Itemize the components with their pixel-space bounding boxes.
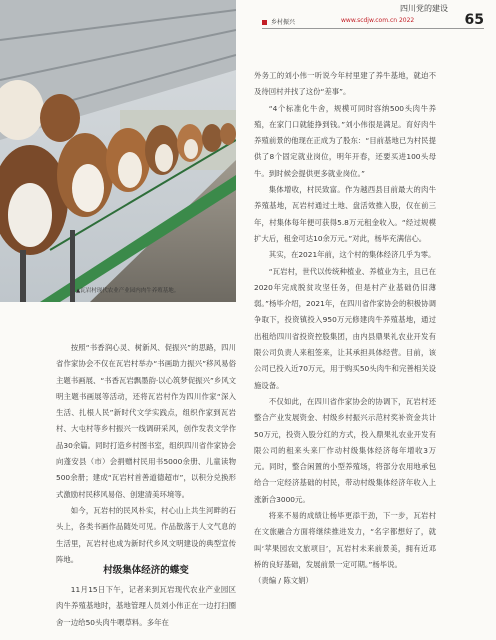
left-column-tail xyxy=(56,582,236,631)
section-label xyxy=(262,17,295,26)
right-paragraph: “4个标准化牛舍，规模可同时容纳500头肉牛养殖，在家门口就能挣到钱。”刘小伟很是满足。育好肉牛养殖前景的他现在正成为了股东：“目前基地已为村民提供了8个固定就业岗位，明年开春，还要买进100头母牛。到时候会提供更多就业岗位。” xyxy=(254,103,436,178)
right-paragraph: 外务工的刘小伟一听说今年村里建了养牛基地，就迫不及待回村并找了这份“差事”。 xyxy=(254,71,436,97)
page-header xyxy=(236,0,496,58)
publication-title: 四川党的建设 xyxy=(400,4,448,13)
left-paragraph: 11月15日下午，记者来到瓦岩现代农业产业园区肉牛养殖基地时，基地管理人员刘小伟正在一边打扫圈舍一边给50头肉牛喂草料。多年在 xyxy=(56,585,236,627)
section-name: 乡村振兴 xyxy=(271,19,296,26)
left-paragraph: 如今，瓦岩村的民风朴实，村心山上共生河畔的石头上，各类书画作品随处可见。作品散落于人文气息的生活里，瓦岩村也成为新时代乡风文明建设的典型宣传阵地。 xyxy=(56,505,236,564)
editor-signoff: （责编 / 陈文娟） xyxy=(254,576,313,586)
right-column xyxy=(254,68,436,590)
section-dot-icon xyxy=(262,20,267,25)
right-paragraph: 不仅如此，在四川省作家协会的协调下，瓦岩村还整合产业发展资金、村级乡村振兴示范村奖补资金共计50万元，投资入股分红的方式，投入鼎果礼农业开发有限公司的租来头来厂作动村级集体经济每年增收3万元。同时，整合闲置的小型养殖场，将部分农用地承包给合一定经济基础的村民，带动村级集体经济年收入上涨新合3000元。 xyxy=(254,396,436,504)
left-paragraph: 按照“书香润心灵、树新风、促振兴”的思路，四川省作家协会不仅在瓦岩村举办“书画助力振兴”移风易俗主题书画展、“书香瓦岩飘墨韵·以心筑梦促振兴”乡风文明主题书画展等活动，还将瓦岩村作为四川作家“深入生活、扎根人民”新时代文学实践点，组织作家到瓦岩村、大屯村等乡村振兴一线调研采风，创作发表文学作品30余篇。同时打造乡村图书室，组织四川省作家协会向蓬安县（市）会捐赠村民用书5000余册、儿童读物500余册；建成“瓦岩村首善道德超市”，以积分兑换形式激励村民移风易俗、创建清美环境等。 xyxy=(56,343,236,499)
photo-caption: ▲瓦岩村现代农业产业园内肉牛养殖基地。 xyxy=(76,288,180,294)
website-url: www.scdjw.com.cn 2022 xyxy=(341,17,415,24)
header-divider xyxy=(262,28,484,29)
right-paragraph: 集体增收，村民致富。作为越西县目前最大的肉牛养殖基地，瓦岩村通过土地、盘活效推入股，仅在前三年，村集体每年便可获得5.8万元租金收入。“经过规模扩大后，租金可达10余万元。”对此，杨毕充满信心。 xyxy=(254,185,436,243)
right-paragraph: 其实，在2021年前，这个村的集体经济几乎为零。 xyxy=(268,250,436,260)
right-paragraph: 将来不易的成绩让杨毕更添干劲，下一步，瓦岩村在文旅融合方面将继续推进发力，“名字都想好了，就叫‘苹果园农文旅项目’，瓦岩村未来前景美，拥有近邓桥的良好基础，发展前景一定可期。”杨毕说。 xyxy=(254,511,436,569)
cattle-barn-photo xyxy=(0,0,236,302)
left-column xyxy=(56,340,236,568)
section-subheading: 村级集体经济的蝶变 xyxy=(103,565,189,576)
right-paragraph: “瓦岩村，世代以传统种植业、养植业为主，且已在2020年完成脱贫攻坚任务，但是村产业基础仍旧薄弱。”杨毕介绍，2021年，在四川省作家协会的积极协调争取下，投资镇投入950万元修建肉牛养殖基地，通过出租给四川省投资控股集团，由内县鼎果礼农业开发有限公司负责人来租签来，让其承担具体经营。目前，该公司已投入近70万元，用于购买50头肉牛和完善相关设施设备。 xyxy=(254,266,436,390)
page-number: 65 xyxy=(464,12,484,28)
cattle-barn-illustration xyxy=(0,0,236,302)
